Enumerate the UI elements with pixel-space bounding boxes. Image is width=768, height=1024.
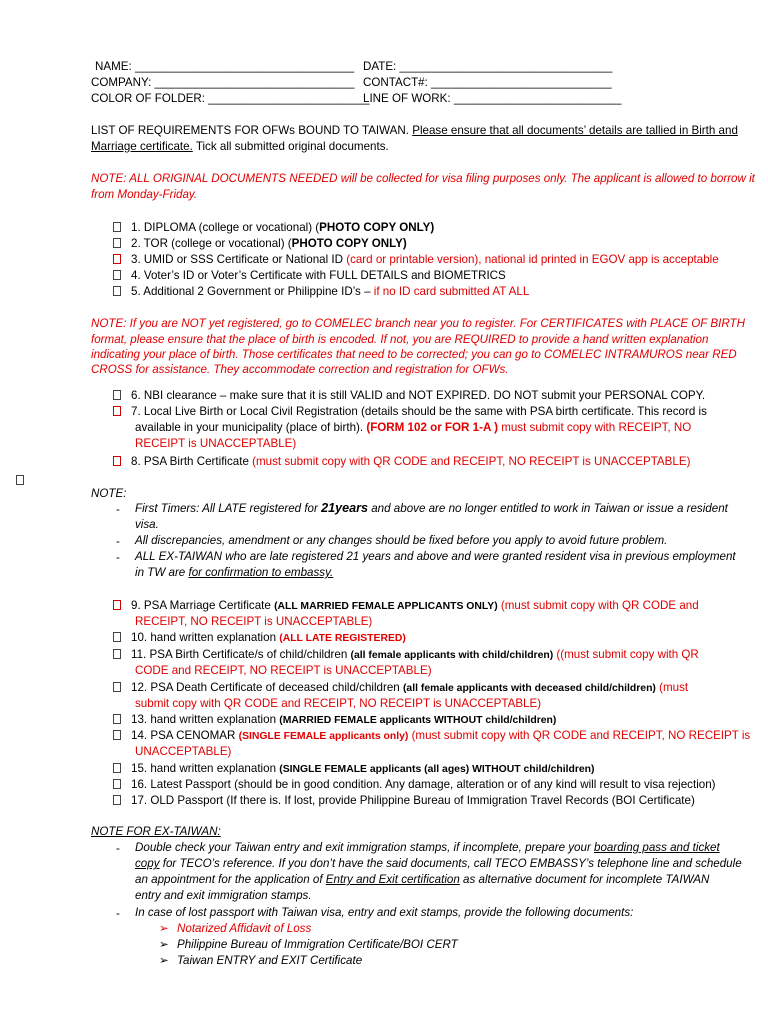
intro-line-1: LIST OF REQUIREMENTS FOR OFWs BOUND TO TAIWAN. Please ensure that all documents’ details are tallied in Birth and bbox=[91, 124, 738, 137]
sub-item: ➢ Notarized Affidavit of Loss bbox=[159, 922, 312, 935]
list-item[interactable]: 7. Local Live Birth or Local Civil Registration (details should be the same with PSA birth certificate. This record is bbox=[113, 404, 707, 419]
note-first-timers: First Timers: All LATE registered for 21years and above are no longer entitled to work in Taiwan or issue a resident bbox=[135, 501, 728, 515]
list-item-cont: available in your municipality (place of birth). (FORM 102 or FOR 1-A ) must submit copy with RECEIPT, NO bbox=[135, 421, 692, 434]
checkbox-icon[interactable] bbox=[113, 406, 121, 416]
list-item[interactable]: 13. hand written explanation (MARRIED FEMALE applicants WITHOUT child/children) bbox=[113, 712, 556, 728]
checkbox-icon[interactable] bbox=[113, 254, 121, 264]
list-item-cont: RECEIPT, NO RECEIPT is UNACCEPTABLE) bbox=[135, 615, 373, 628]
bullet-dash: - bbox=[116, 907, 120, 920]
list-item[interactable]: 3. UMID or SSS Certificate or National ID (card or printable version), national id printed in EGOV app is acceptable bbox=[113, 252, 719, 267]
sub-item: ➢ Philippine Bureau of Immigration Certificate/BOI CERT bbox=[159, 938, 458, 951]
checkbox-icon[interactable] bbox=[113, 649, 121, 659]
checkbox-icon[interactable] bbox=[113, 714, 121, 724]
arrow-bullet-icon: ➢ bbox=[159, 922, 169, 935]
bullet-dash: - bbox=[116, 535, 120, 548]
list-item-cont: submit copy with QR CODE and RECEIPT, NO RECEIPT is UNACCEPTABLE) bbox=[135, 697, 542, 710]
arrow-bullet-icon: ➢ bbox=[159, 938, 169, 951]
note-comelec: CROSS for assistance. They accommodate correction and registration for OFWs. bbox=[91, 363, 509, 376]
note-comelec: format, please ensure that the place of birth is encoded. If not, you are REQUIRED to provide a hand written explanation bbox=[91, 333, 709, 346]
list-item-cont: UNACCEPTABLE) bbox=[135, 745, 232, 758]
note-original-documents-2: from Monday-Friday. bbox=[91, 188, 198, 201]
list-item[interactable]: 1. DIPLOMA (college or vocational) (PHOTO COPY ONLY) bbox=[113, 220, 434, 235]
checkbox-icon[interactable] bbox=[113, 779, 121, 789]
note-discrepancies: All discrepancies, amendment or any changes should be fixed before you apply to avoid future problem. bbox=[135, 534, 668, 547]
checkbox-icon[interactable] bbox=[113, 456, 121, 466]
note-comelec: indicating your place of birth. Those certificates that need to be corrected; you can go to COMELEC INTRAMUROS near RED bbox=[91, 348, 737, 361]
note-comelec: NOTE: If you are NOT yet registered, go to COMELEC branch near you to register. For CERTIFICATES with PLACE OF BIRTH bbox=[91, 317, 745, 330]
contact-field[interactable]: CONTACT#: ____________________________ bbox=[363, 76, 612, 89]
note-ex-taiwan: ALL EX-TAIWAN who are late registered 21 years and above and were granted resident visa in previous employment bbox=[135, 550, 736, 563]
checkbox-icon[interactable] bbox=[113, 632, 121, 642]
checkbox-icon[interactable] bbox=[113, 390, 121, 400]
note-lost-passport: In case of lost passport with Taiwan visa, entry and exit stamps, provide the following documents: bbox=[135, 906, 634, 919]
list-item[interactable]: 14. PSA CENOMAR (SINGLE FEMALE applicants only) (must submit copy with QR CODE and RECEIPT, NO RECEIPT is bbox=[113, 728, 750, 744]
note-ex-taiwan-2: in TW are for confirmation to embassy. bbox=[135, 566, 334, 579]
name-field[interactable]: NAME: __________________________________ bbox=[95, 60, 355, 73]
note-first-timers-2: visa. bbox=[135, 518, 159, 531]
checkbox-icon[interactable] bbox=[16, 475, 24, 485]
list-item[interactable]: 10. hand written explanation (ALL LATE REGISTERED) bbox=[113, 630, 406, 646]
checkbox-icon[interactable] bbox=[113, 600, 121, 610]
list-item[interactable]: 16. Latest Passport (should be in good condition. Any damage, alteration or of any kind will result to visa rejection) bbox=[113, 777, 716, 792]
note-double-check-4: entry and exit immigration stamps. bbox=[135, 889, 312, 902]
list-item[interactable]: 6. NBI clearance – make sure that it is still VALID and NOT EXPIRED. DO NOT submit your PERSONAL COPY. bbox=[113, 388, 705, 403]
note-label: NOTE: bbox=[91, 487, 127, 500]
list-item[interactable]: 12. PSA Death Certificate of deceased child/children (all female applicants with deceased child/children) (must bbox=[113, 680, 688, 696]
checkbox-icon[interactable] bbox=[113, 795, 121, 805]
note-double-check: Double check your Taiwan entry and exit immigration stamps, if incomplete, prepare your boarding pass and ticket bbox=[135, 841, 720, 854]
checkbox-icon[interactable] bbox=[113, 286, 121, 296]
note-double-check-2: copy for TECO’s reference. If you don’t have the said documents, call TECO EMBASSY’s telephone line and schedule bbox=[135, 857, 742, 870]
checkbox-icon[interactable] bbox=[113, 270, 121, 280]
bullet-dash: - bbox=[116, 503, 120, 516]
sub-item: ➢ Taiwan ENTRY and EXIT Certificate bbox=[159, 954, 363, 967]
intro-line-2: Marriage certificate. Tick all submitted original documents. bbox=[91, 140, 389, 153]
checkbox-icon[interactable] bbox=[113, 222, 121, 232]
note-ex-taiwan-label: NOTE FOR EX-TAIWAN: bbox=[91, 825, 221, 838]
date-field[interactable]: DATE: _________________________________ bbox=[363, 60, 613, 73]
list-item[interactable]: 8. PSA Birth Certificate (must submit copy with QR CODE and RECEIPT, NO RECEIPT is UNACCEPTABLE) bbox=[113, 454, 690, 469]
arrow-bullet-icon: ➢ bbox=[159, 954, 169, 967]
folder-color-field[interactable]: COLOR OF FOLDER: _________________________ bbox=[91, 92, 370, 105]
bullet-dash: - bbox=[116, 842, 120, 855]
list-item[interactable]: 9. PSA Marriage Certificate (ALL MARRIED FEMALE APPLICANTS ONLY) (must submit copy with QR CODE and bbox=[113, 598, 699, 614]
bullet-dash: - bbox=[116, 551, 120, 564]
checkbox-icon[interactable] bbox=[113, 682, 121, 692]
checkbox-icon[interactable] bbox=[113, 238, 121, 248]
list-item[interactable]: 4. Voter’s ID or Voter’s Certificate with FULL DETAILS and BIOMETRICS bbox=[113, 268, 506, 283]
list-item-cont: RECEIPT is UNACCEPTABLE) bbox=[135, 437, 297, 450]
list-item[interactable]: 17. OLD Passport (If there is. If lost, provide Philippine Bureau of Immigration Travel Records (BOI Certificate) bbox=[113, 793, 695, 808]
company-field[interactable]: COMPANY: _______________________________ bbox=[91, 76, 355, 89]
list-item[interactable]: 2. TOR (college or vocational) (PHOTO COPY ONLY) bbox=[113, 236, 407, 251]
checkbox-icon[interactable] bbox=[113, 730, 121, 740]
note-double-check-3: an appointment for the application of Entry and Exit certification as alternative document for incomplete TAIWAN bbox=[135, 873, 710, 886]
list-item-cont: CODE and RECEIPT, NO RECEIPT is UNACCEPTABLE) bbox=[135, 664, 432, 677]
stray-checkbox[interactable] bbox=[16, 473, 34, 488]
line-of-work-field[interactable]: LINE OF WORK: __________________________ bbox=[363, 92, 622, 105]
checkbox-icon[interactable] bbox=[113, 763, 121, 773]
list-item[interactable]: 15. hand written explanation (SINGLE FEMALE applicants (all ages) WITHOUT child/children) bbox=[113, 761, 594, 777]
note-original-documents: NOTE: ALL ORIGINAL DOCUMENTS NEEDED will be collected for visa filing purposes only. The applicant is allowed to borrow it bbox=[91, 172, 755, 185]
list-item[interactable]: 11. PSA Birth Certificate/s of child/children (all female applicants with child/children) ((must submit copy with QR bbox=[113, 647, 699, 663]
list-item[interactable]: 5. Additional 2 Government or Philippine ID’s – if no ID card submitted AT ALL bbox=[113, 284, 529, 299]
